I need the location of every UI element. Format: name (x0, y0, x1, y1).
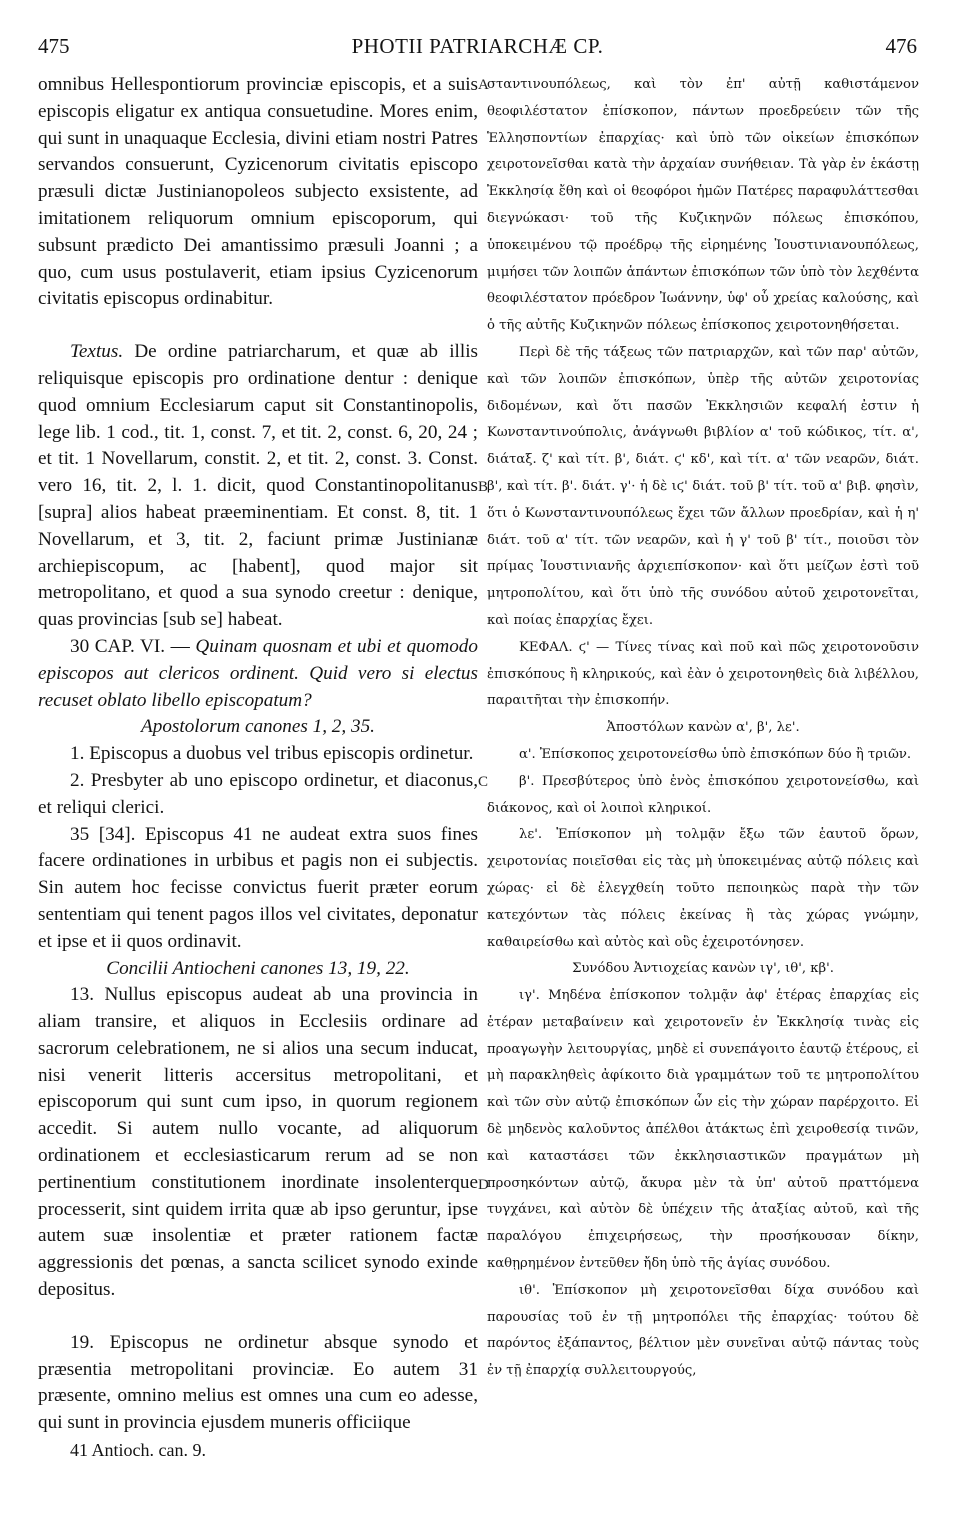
margin-marker-b: B (478, 479, 489, 495)
greek-canon-35: λε'. Ἐπίσκοπον μὴ τολμᾷν ἔξω τῶν ἑαυτοῦ ὅρων, χειροτονίας ποιεῖσθαι εἰς τὰς μὴ ὑποκειμένας αὐτῷ πόλεις καὶ χώρας· εἰ δὲ ἐλεγχθείη τοῦτο πεποιηκὼς παρὰ τὴν τῶν κατεχόντων τὰς πόλεις ἐκείνας ἢ τὰς χώρας γνώμην, καθαιρείσθω καὶ αὐτὸς καὶ οὓς ἐχειροτόνησεν. (487, 827, 919, 950)
greek-column (487, 72, 919, 1385)
latin-canon-35: 35 [34]. Episcopus 41 ne audeat extra suos fines facere ordinationes in urbibus et pagis non ei subjectis. Sin autem hoc fecisse convictus fuerit præter eorum sententiam qui tenent pagos illos vel civitates, deponatur et ipse et ii quos ordinavit. (38, 823, 478, 952)
latin-canon-19: 19. Episcopus ne ordinetur absque synodo et præsentia metropolitani provinciæ. Eo autem 31 præsente, omnino melius est omnes una cum eo adesse, qui sunt in provincia ejusdem muneris officiique (38, 1331, 478, 1434)
greek-antiocheias-heading: Συνόδου Ἀντιοχείας κανὼν ιγ', ιθ', κβ'. (572, 961, 834, 977)
latin-chapter-heading (38, 634, 478, 714)
greek-paragraph-2: Περὶ δὲ τῆς τάξεως τῶν πατριαρχῶν, καὶ τῶν παρ' αὐτῶν, καὶ τῶν λοιπῶν ἐπισκόπων, ὑπὲρ τῆς αὐτῶν χειροτονίας διδομένων, καὶ ὅτι πασῶν Ἐκκλησιῶν κεφαλή ἐστιν ἡ Κωνσταντινούπολις, ἀνάγνωθι βιβλίον α' τοῦ κώδικος, τίτ. α', διάταξ. ζ' καὶ τίτ. β', διάτ. ϛ' κδ', καὶ τίτ. α' τῶν νεαρῶν, διάτ. β', καὶ τίτ. β'. διάτ. γ'· ἡ δὲ ιϛ' διάτ. τοῦ β' τίτ. τοῦ α' βιβ. φησὶν, ὅτι ὁ Κωνσταντινουπόλεως ἔχει τῶν ἄλλων προεδρίαν, καὶ ἡ η' διάτ. τοῦ α' τίτ. τῶν νεαρῶν, καὶ ἡ γ' τοῦ β' τίτ., ποιοῦσι τὸν πρίμας Ἰουστινιανῆς ἀρχιεπίσκοπον· καὶ ὅτι μείζων ἐστὶ τοῦ μητροπολίτου, καὶ ὅτι ὑπὸ τῆς συνόδου αὐτοῦ χειροτονεῖται, καὶ ποίας ἐπαρχίας ἔχει. (487, 344, 919, 628)
greek-chapter-heading (487, 635, 919, 715)
latin-column (38, 72, 478, 1464)
latin-canon-2: 2. Presbyter ab uno episcopo ordinetur, et diaconus, et reliqui clerici. (38, 769, 478, 818)
footnote: 41 Antioch. can. 9. (70, 1440, 206, 1461)
greek-canon-2: β'. Πρεσβύτερος ὑπὸ ἑνὸς ἐπισκόπου χειροτονείσθω, καὶ διάκονος, καὶ οἱ λοιποὶ κληρικοί. (487, 773, 919, 816)
greek-apostolon-heading: Ἀποστόλων κανὼν α', β', λε'. (606, 720, 800, 736)
greek-canon-19: ιθ'. Ἐπίσκοπον μὴ χειροτονεῖσθαι δίχα συνόδου καὶ παρουσίας τοῦ ἐν τῇ μητροπόλει τῆς ἐπαρχίας· τούτου δὲ παρόντος ἐξάπαντος, βέλτιον μὲν συνεῖναι αὐτῷ πάντας τοὺς ἐν τῇ ἐπαρχίᾳ συλλειτουργούς, (487, 1282, 919, 1379)
latin-canon-1: 1. Episcopus a duobus vel tribus episcopis ordinetur. (70, 743, 474, 765)
running-header (38, 28, 917, 64)
textus-body: De ordine patriarcharum, et quæ ab illis reliquisque episcopis pro ordinatione dentur : denique quod omnium Ecclesiarum caput sit Constantinopolis, lege lib. 1 cod., tit. 1, const. 7, et tit. 2, const. 6, 20, 24 ; et tit. 1 Novellarum, constit. 2, et tit. 2, const. 3. Const. vero 16, tit. 2, l. 1. dicit, quod Constantinopolitanus [supra] alios habeat præeminentiam. Et const. 8, tit. 1 Novellarum, et 3, tit. 2, faciunt primæ Justinianæ archiepiscopum, ac [habent], quod major sit metropolitano, et quod a sua synodo creetur : denique, quas provincias [sub se] habeat. (38, 341, 478, 631)
greek-paragraph-1: σταντινουπόλεως, καὶ τὸν ἐπ' αὐτῇ καθιστάμενον θεοφιλέστατον ἐπίσκοπον, πάντων προεδρεύειν τῶν τῆς Ἑλλησποντίων ἐπαρχίας· καὶ ὑπὸ τῶν οἰκείων ἐπισκόπων χειροτονεῖσθαι κατὰ τὴν ἀρχαίαν συνήθειαν. Τὰ γὰρ ἐν ἑκάστῃ Ἐκκλησίᾳ ἔθη καὶ οἱ θεοφόροι ἡμῶν Πατέρες παραφυλάττεσθαι διεγνώκασι· τοῦ τῆς Κυζικηνῶν πόλεως ἐπισκόπου, ὑποκειμένου τῷ προέδρῳ τῆς εἰρημένης Ἰουστινιανουπόλεως, μιμήσει τῶν λοιπῶν ἁπάντων ἐπισκόπων τῶν ὑπὸ τὸν λεχθέντα θεοφιλέστατον πρόεδρον Ἰωάννην, ὑφ' οὗ χρείας καλούσης, καὶ ὁ τῆς αὐτῆς Κυζικηνῶν πόλεως ἐπίσκοπος χειροτονηθήσεται. (487, 77, 919, 334)
chapter-label: 30 CAP. VI. — (70, 635, 190, 657)
greek-canon-1: α'. Ἐπίσκοπος χειροτονείσθω ὑπὸ ἐπισκόπων δύο ἢ τριῶν. (519, 746, 912, 762)
latin-paragraph-1: omnibus Hellespontiorum provinciæ episcopis, et a suis episcopis eligatur ex antiqua consuetudine. Mores enim, qui sunt in unaquaque Ecclesia, divini etiam nostri Patres servandos consuerunt, Cyzicenorum civitatis episcopo præsuli dictæ Justinianopoleos subjecto exsistente, ad imitationem reliquorum omnium episcoporum, qui subsunt prædicto Dei amantissimo præsuli Joanni ; a quo, cum usus postulaverit, etiam ipsius Cyzicenorum civitatis episcopus ordinabitur. (38, 74, 478, 310)
latin-canon-13: 13. Nullus episcopus audeat ab una provincia in aliam transire, et aliquos in Ecclesiis ordinare ad sacrorum celebrationem, ne si alios una secum inducat, nisi venerit litteris accersitus metropolitani, et episcoporum qui sunt cum ipso, in quorum regionem accedit. Si autem nullo vocante, ad aliquorum ordinationem et ecclesiasticarum rerum ad se non pertinentium constitutionem inordinate insolenterque processerit, sint quidem irrita quæ ab ipso geruntur, ipse autem suæ insolentiæ et præter rationem factæ aggressionis det pœnas, a sancta scilicet synodo exinde depositus. (38, 984, 478, 1301)
latin-apostolorum-heading: Apostolorum canones 1, 2, 35. (141, 716, 375, 738)
margin-marker-d: D (478, 1177, 489, 1193)
page-number-left: 475 (38, 34, 70, 58)
running-title: PHOTII PATRIARCHÆ CP. (351, 34, 604, 58)
greek-chapter-title: Τίνες τίνας καὶ ποῦ καὶ πῶς χειροτονοῦσιν ἐπισκόπους ἢ κληρικούς, καὶ ἐὰν ὁ χειροτονηθεὶς διὰ λιβέλλου, παραιτῆται τὴν ἐπισκοπήν. (487, 639, 919, 709)
margin-marker-c: C (478, 774, 489, 790)
chapter-title: Quinam quosnam et ubi et quomodo episcopos aut clericos ordinent. Quid vero si electus recuset oblato libello episcopatum? (38, 635, 478, 711)
margin-marker-a: A (478, 77, 489, 93)
greek-chapter-label: ΚΕΦΑΛ. ϛ' — (519, 639, 610, 655)
page-number-right: 476 (885, 34, 917, 58)
textus-label: Textus. (70, 341, 124, 363)
latin-antiocheni-heading: Concilii Antiocheni canones 13, 19, 22. (106, 957, 410, 979)
latin-textus-paragraph (38, 339, 478, 634)
greek-canon-13: ιγ'. Μηδένα ἐπίσκοπον τολμᾷν ἀφ' ἑτέρας ἐπαρχίας εἰς ἑτέραν μεταβαίνειν καὶ χειροτονεῖν ἐν Ἐκκλησίᾳ τινὰς εἰς προαγωγὴν λειτουργίας, μηδὲ εἰ συνεπάγοιτο ἑαυτῷ ἑτέρους, εἰ μὴ παρακληθεὶς ἀφίκοιτο διὰ γραμμάτων τοῦ τε μητροπολίτου καὶ τῶν σὺν αὐτῷ ἐπισκόπων ὧν εἰς τὴν χώραν παρέρχοιτο. Εἰ δὲ μηδενὸς καλοῦντος ἀπέλθοι ἀτάκτως ἐπὶ χειροθεσίᾳ τινῶν, καὶ καταστάσει τῶν ἐκκλησιαστικῶν πραγμάτων μὴ προσηκόντων αὐτῷ, ἄκυρα μὲν τὰ ὑπ' αὐτοῦ πραττόμενα τυγχάνει, καὶ αὐτὸν δὲ ὑπέχειν τῆς ἀταξίας αὐτοῦ, καὶ τῆς παραλόγου ἐπιχειρήσεως, τὴν προσήκουσαν δίκην, καθῃρημένον ἐντεῦθεν ἤδη ὑπὸ τῆς ἁγίας συνόδου. (487, 988, 919, 1272)
